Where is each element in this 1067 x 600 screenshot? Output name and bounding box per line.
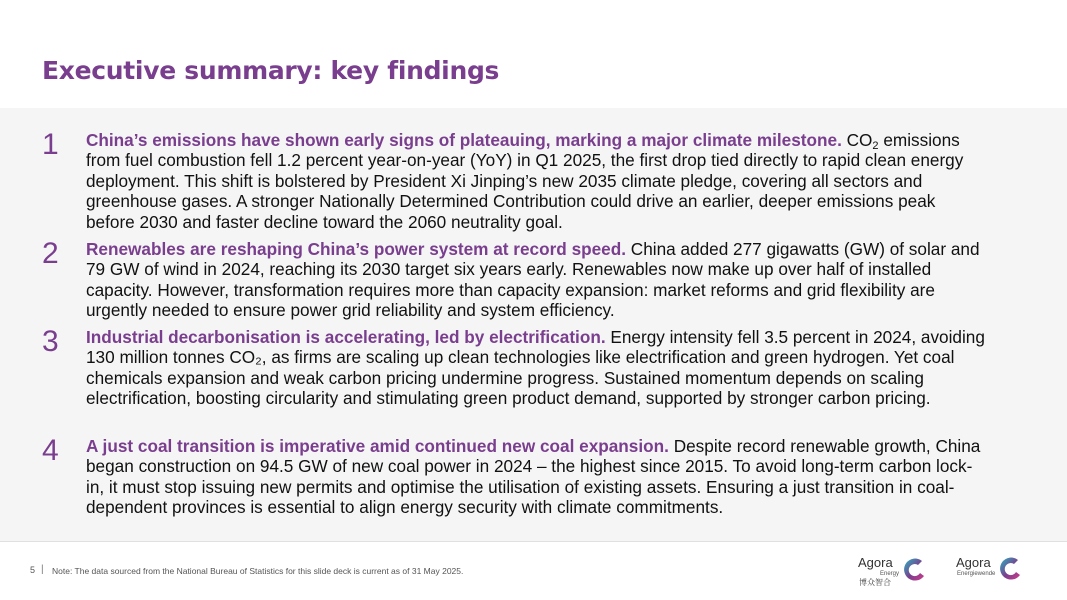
agora-energy-logo — [858, 553, 933, 587]
logo-wordmark: Agora — [858, 555, 893, 570]
finding-text — [86, 436, 986, 518]
footer-separator: | — [41, 564, 44, 575]
footer-note: Note: The data sourced from the National Bureau of Statistics for this slide deck is current as of 31 May 2025. — [52, 566, 464, 576]
agora-c-icon — [900, 555, 930, 585]
finding-number: 2 — [42, 237, 59, 270]
finding-body: China added 277 gigawatts (GW) of solar and 79 GW of wind in 2024, reaching its 2030 target six years early. Renewables now make up over half of installed capacity. However, transformation requires more than capacity expansion: market reforms and grid flexibility are urgently needed to ensure power grid reliability and system efficiency. — [86, 239, 980, 321]
finding-text — [86, 327, 986, 409]
finding-body: CO — [841, 130, 873, 150]
finding-body: Energy intensity fell 3.5 percent in 2024, avoiding 130 million tonnes CO₂, as firms are scaling up clean technologies like electrification and green hydrogen. Yet coal chemicals expansion and weak carbon pricing undermine progress. Sustained momentum depends on scaling electrification, boosting circularity and stimulating green product demand, supported by stronger carbon pricing. — [86, 327, 985, 409]
agora-c-icon — [996, 554, 1026, 584]
finding-lead: Renewables are reshaping China’s power system at record speed. — [86, 239, 627, 259]
finding-number: 1 — [42, 128, 59, 161]
finding-number: 4 — [42, 434, 59, 467]
finding-text — [86, 239, 986, 321]
footer-divider — [0, 541, 1067, 542]
logo-subtitle: Energy — [880, 571, 900, 577]
finding-body: Despite record renewable growth, China began construction on 94.5 GW of new coal power in 2024 – the highest since 2015. To avoid long-term carbon lock-in, it must stop issuing new permits and optimise the utilisation of existing assets. Ensuring a just transition in coal-dependent provinces is essential to align energy security with climate commitments. — [86, 436, 981, 518]
logo-subtitle: Energiewende — [957, 571, 996, 577]
finding-text — [86, 130, 986, 232]
finding-lead: Industrial decarbonisation is accelerating, led by electrification. — [86, 327, 606, 347]
finding-number: 3 — [42, 325, 59, 358]
logo-chinese-subtitle: 博众智合 — [859, 578, 891, 587]
finding-lead: A just coal transition is imperative amid continued new coal expansion. — [86, 436, 669, 456]
page-number: 5 — [30, 565, 36, 575]
finding-body-continued: emissions from fuel combustion fell 1.2 percent year-on-year (YoY) in Q1 2025, the first drop tied directly to rapid clean energy deployment. This shift is bolstered by President Xi Jinping’s new 2035 climate pledge, covering all sectors and greenhouse gases. A stronger Nationally Determined Contribution could drive an earlier, deeper emissions peak before 2030 and faster decline toward the 2060 neutrality goal. — [86, 130, 964, 232]
agora-energiewende-logo — [956, 553, 1031, 587]
finding-lead: China’s emissions have shown early signs of plateauing, marking a major climate milestone. — [86, 130, 842, 150]
page-title: Executive summary: key findings — [42, 56, 500, 85]
subscript: 2 — [872, 140, 879, 152]
logo-wordmark: Agora — [956, 555, 991, 570]
